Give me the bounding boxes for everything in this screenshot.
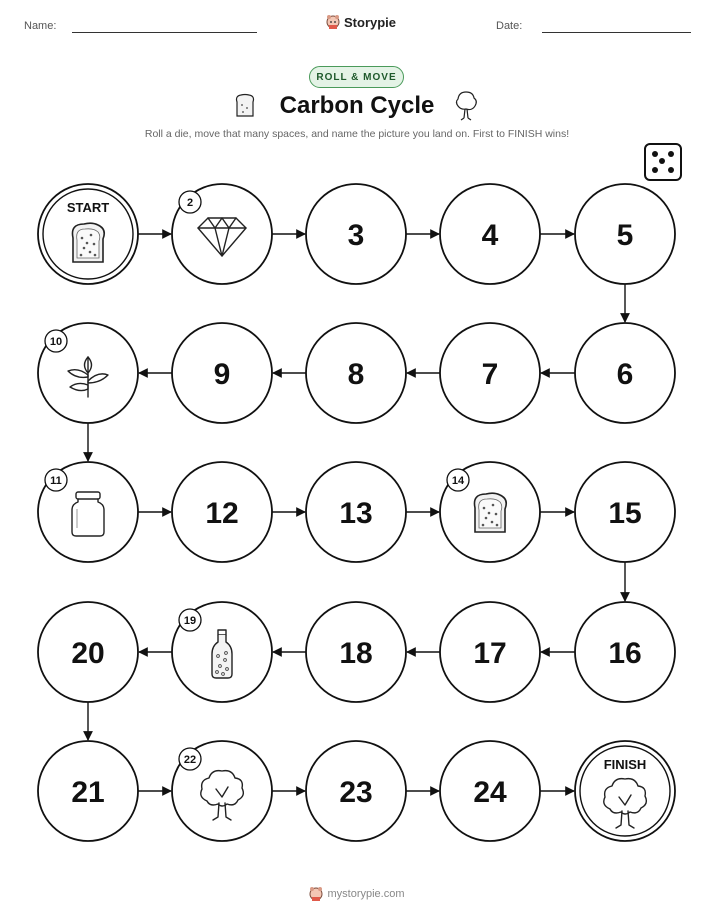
- instructions: Roll a die, move that many spaces, and name the picture you land on. First to FINISH wins!: [144, 128, 570, 140]
- space-number: 8: [347, 358, 365, 391]
- date-label: Date:: [496, 20, 523, 32]
- space-number: 18: [339, 637, 373, 670]
- space-number-badge: 2: [186, 197, 194, 209]
- space-number: 3: [347, 219, 365, 252]
- space-number: 15: [608, 497, 642, 530]
- space-number-badge: 10: [49, 336, 63, 348]
- space-number: 9: [213, 358, 231, 391]
- board-space: [306, 741, 406, 841]
- space-number-badge: 14: [451, 475, 465, 487]
- board-space: [575, 323, 675, 423]
- bread-icon: [474, 493, 506, 532]
- bread-icon: [72, 223, 104, 262]
- page-title: Carbon Cycle: [279, 92, 435, 119]
- start-space: [38, 184, 138, 284]
- board-space: [38, 323, 138, 423]
- board-space: [575, 184, 675, 284]
- footer-mascot-icon: [309, 886, 323, 902]
- space-number: 13: [339, 497, 373, 530]
- name-label: Name:: [24, 20, 57, 32]
- footer: [0, 886, 714, 902]
- board-space: [172, 462, 272, 562]
- board-space: [440, 184, 540, 284]
- board-space: [306, 184, 406, 284]
- brand-name: Storypie: [344, 14, 397, 30]
- space-number-badge: 22: [183, 754, 197, 766]
- board-space: [306, 323, 406, 423]
- space-number: 16: [608, 637, 642, 670]
- space-number: 23: [339, 776, 373, 809]
- board-space: [306, 462, 406, 562]
- board-space: [38, 462, 138, 562]
- space-number: 7: [481, 358, 499, 391]
- space-number: 6: [616, 358, 634, 391]
- footer-url: mystorypie.com: [327, 888, 405, 900]
- board-space: [440, 602, 540, 702]
- start-label: START: [66, 200, 110, 215]
- board-space: [306, 602, 406, 702]
- space-number: 4: [481, 219, 499, 252]
- space-number: 24: [473, 776, 507, 809]
- space-number-badge: 19: [183, 615, 197, 627]
- space-number-badge: 11: [50, 475, 62, 487]
- space-number: 21: [71, 776, 105, 809]
- board-space: [38, 741, 138, 841]
- board-space: [38, 602, 138, 702]
- board-space: [575, 462, 675, 562]
- board-space: [440, 741, 540, 841]
- board-space: [440, 462, 540, 562]
- space-number: 20: [71, 637, 105, 670]
- board-space: [172, 741, 272, 841]
- finish-space: [575, 741, 675, 841]
- game-type-badge: ROLL & MOVE: [309, 66, 404, 88]
- board-space: [575, 602, 675, 702]
- finish-label: FINISH: [603, 757, 647, 772]
- board-space: [172, 602, 272, 702]
- space-number: 12: [205, 497, 239, 530]
- board-space: [440, 323, 540, 423]
- board-space: [172, 184, 272, 284]
- board-space: [172, 323, 272, 423]
- space-number: 17: [473, 637, 507, 670]
- space-number: 5: [616, 219, 634, 252]
